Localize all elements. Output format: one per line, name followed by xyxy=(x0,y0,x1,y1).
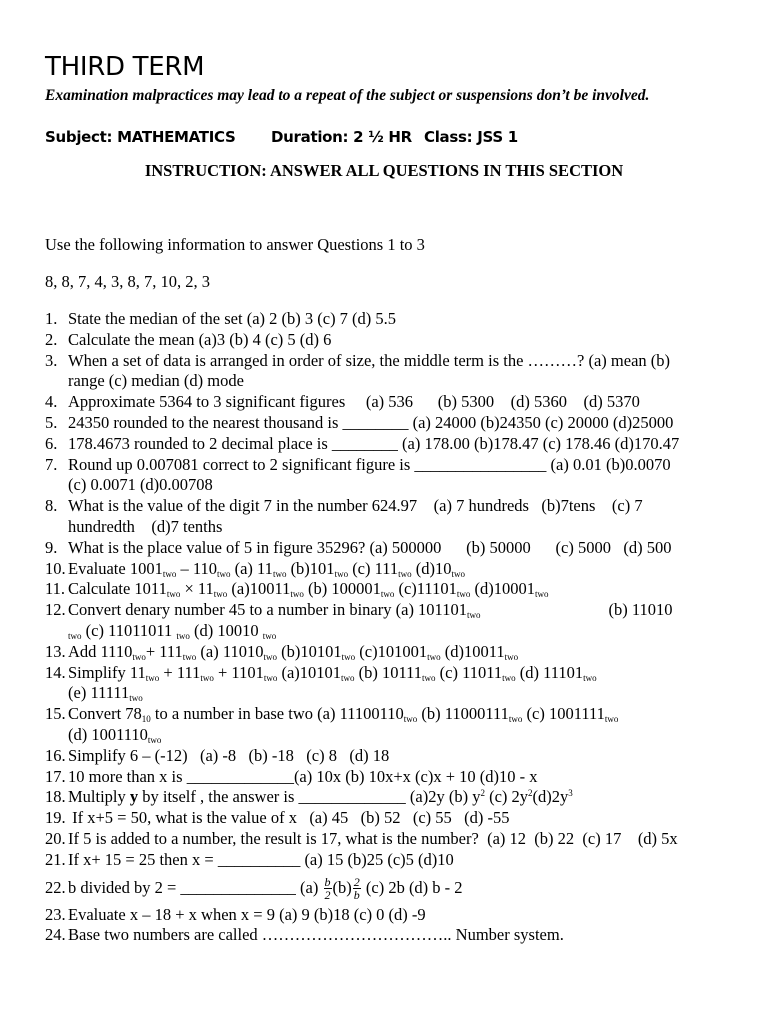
question-item: 19. If x+5 = 50, what is the value of x (a) 45 (b) 52 (c) 55 (d) -55 xyxy=(45,808,510,828)
instruction-heading: INSTRUCTION: ANSWER ALL QUESTIONS IN THIS SECTION xyxy=(144,161,624,180)
question-list xyxy=(45,309,725,946)
question-item: 16. Simplify 6 – (-12) (a) -8 (b) -18 (c) 8 (d) 18 xyxy=(45,745,390,765)
question-item: 18. Multiply y by itself , the answer is _____________ (a)2y (b) $y^2$ (c) $2y^2(d)2y^3$ xyxy=(45,787,573,807)
fraction-2-over-b: $\frac{2}{b}$ xyxy=(353,875,360,903)
question-item: 7. Round up 0.007081 correct to 2 significant figure is ________________ (a) 0.01 (b)0.0070 (c) 0.0071 (d)0.00708 xyxy=(45,454,671,495)
question-item: 5. 24350 rounded to the nearest thousand is ________ (a) 24000 (b)24350 (c) 20000 (d)25000 xyxy=(45,412,674,432)
malpractice-warning: Examination malpractices may lead to a repeat of the subject or suspensions don’t be involved. xyxy=(45,87,650,104)
question-item: 11. Calculate $1011_{two} \times 11_{two}$ $(a)10011_{two}$ (b) $100001_{two}$ $(c)11101_{two}$ $(d)10001_{two}$ xyxy=(45,579,549,600)
question-item: 24. Base two numbers are called …………………………….. Number system. xyxy=(45,925,564,945)
class-label: Class: JSS 1 xyxy=(424,128,518,146)
question-item: 9. What is the place value of 5 in figure 35296? (a) 500000 (b) 50000 (c) 5000 (d) 500 xyxy=(45,537,672,557)
question-item: 1. State the median of the set (a) 2 (b) 3 (c) 7 (d) 5.5 xyxy=(45,309,397,328)
question-item: 13. Add $1110_{two}+ 111_{two}$ (a) $11010_{two}$ $(b)10101_{two}$ $(c)101001_{two}$ $(d)10011_{two}$ xyxy=(45,641,519,662)
page-title: THIRD TERM xyxy=(45,52,205,82)
question-item: 10. Evaluate $1001_{two} - 110_{two}$ (a) $11_{two}$ $(b)101_{two}$ (c) $111_{two}$ $(d)10_{two}$ xyxy=(45,558,466,579)
question-item: 12. Convert denary number 45 to a number in binary (a) $101101_{two}$ (b) 11010 $_{two}$ (c) 11011011 $_{two}$ (d) 10010 $_{two}$ xyxy=(45,600,673,641)
subject-label: Subject: MATHEMATICS xyxy=(45,128,236,146)
question-item: 17. 10 more than x is _____________(a) 10x (b) 10x+x (c)x + 10 (d)10 - x xyxy=(45,766,538,786)
intro-text: Use the following information to answer Questions 1 to 3 xyxy=(45,235,425,254)
question-item: 23. Evaluate x – 18 + x when x = 9 (a) 9 (b)18 (c) 0 (d) -9 xyxy=(45,904,426,924)
dataset-values: 8, 8, 7, 4, 3, 8, 7, 10, 2, 3 xyxy=(45,272,210,291)
question-item: 3. When a set of data is arranged in order of size, the middle term is the ………? (a) mean (b) range (c) median (d) mode xyxy=(45,350,671,391)
duration-label: Duration: 2 ½ HR xyxy=(271,128,412,146)
question-item: 21. If x+ 15 = 25 then x = __________ (a) 15 (b)25 (c)5 (d)10 xyxy=(45,849,454,869)
question-item: 14. Simplify $11_{two} + 111_{two} + 1101_{two}$ $(a)10101_{two}$ (b) $10111_{two}$ (c) $11011_{two}$ (d) $11101_{two}$ (e) $11111_{two}$ xyxy=(45,662,597,704)
question-item: 22. b divided by 2 = ______________ (a) $\frac{b}{2}$ (b) $\frac{2}{b}$ (c) 2b (d) b - 2 xyxy=(45,875,463,903)
fraction-b-over-2: $\frac{b}{2}$ xyxy=(324,875,331,903)
question-item: 8. What is the value of the digit 7 in the number 624.97 (a) 7 hundreds (b)7tens (c) 7 hundredth (d)7 tenths xyxy=(45,496,643,536)
question-item: 4. Approximate 5364 to 3 significant figures (a) 536 (b) 5300 (d) 5360 (d) 5370 xyxy=(45,392,640,412)
question-item: 15. Convert $78_{10}$ to a number in base two (a) $11100110_{two}$ (b) $11000111_{two}$ (c) $1001111_{two}$ (d) $1001110_{two}$ xyxy=(45,704,619,745)
question-item: 6. 178.4673 rounded to 2 decimal place is ________ (a) 178.00 (b)178.47 (c) 178.46 (d)170.47 xyxy=(45,433,680,453)
question-item: 20. If 5 is added to a number, the result is 17, what is the number? (a) 12 (b) 22 (c) 17 (d) 5x xyxy=(45,828,678,848)
question-item: 2. Calculate the mean (a)3 (b) 4 (c) 5 (d) 6 xyxy=(45,329,332,349)
